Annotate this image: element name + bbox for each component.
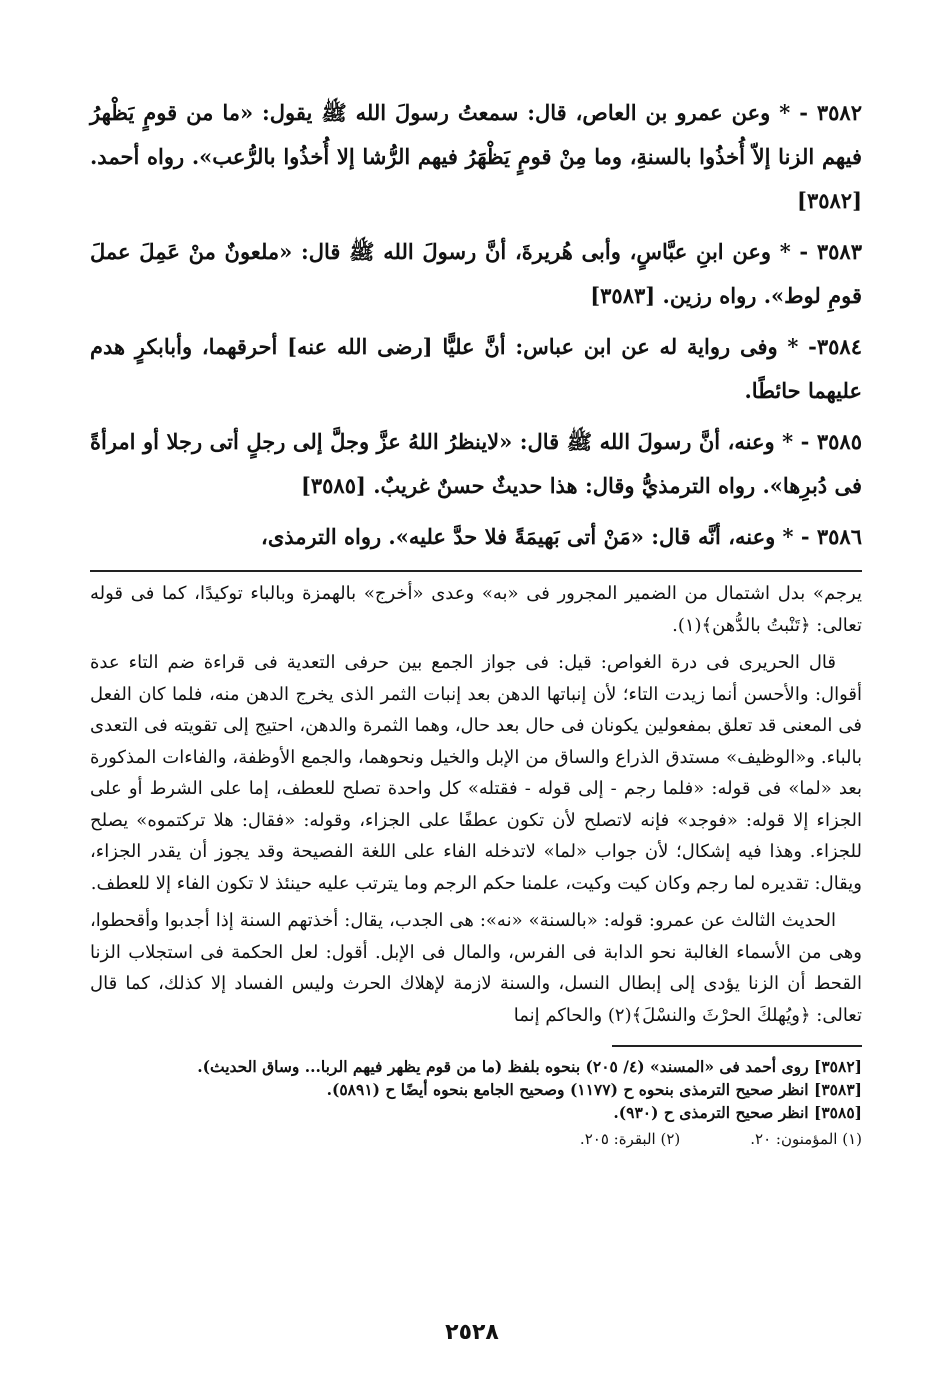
footnote-3582: [٣٥٨٢] روى أحمد فى «المسند» (٤/ ٢٠٥) بنحوه بلفظ (ما من قوم يظهر فيهم الربا... وساق الحديث). xyxy=(197,1057,862,1076)
footnote-3585: [٣٥٨٥] انظر صحيح الترمذى ح (٩٣٠). xyxy=(613,1103,862,1122)
commentary-paragraph: يرجم» بدل اشتمال من الضمير المجرور فى «به» وعدى «أخرج» بالهمزة وبالباء توكيدًا، كما فى قوله تعالى: ﴿تَنْبتُ بالدُّهن﴾(١). xyxy=(90,583,862,636)
footnotes xyxy=(90,1055,862,1124)
hadith-3582: ٣٥٨٢ - * وعن عمرو بن العاص، قال: سمعتُ رسولَ الله ﷺ يقول: «ما من قومٍ يَظْهرُ فيهم الزنا إلاّ أُخذُوا بالسنةِ، وما مِنْ قومٍ يَظْهَرُ فيهم الرُّشا إلا أُخذُوا بالرُّعب». رواه أحمد. [٣٥٨٢] xyxy=(90,100,862,213)
hadith-3584: ٣٥٨٤- * وفى رواية له عن ابن عباس: أنَّ عليًّا [رضى الله عنه] أحرقهما، وأبابكرٍ هدم عليهما حائطًا. xyxy=(90,334,862,403)
hadith-3586: ٣٥٨٦ - * وعنه، أنَّه قال: «مَنْ أتى بَهيمَةً فلا حدَّ عليه». رواه الترمذى، xyxy=(261,524,862,549)
commentary-section xyxy=(90,578,862,1031)
commentary-paragraph: قال الحريرى فى درة الغواص: قيل: فى جواز الجمع بين حرفى التعدية فى قراءة ضم التاء عدة أقوال: والأحسن أنما زيدت التاء؛ لأن إنباتها الدهن بعد إنبات الثمر الذى يخرج الدهن منه، فلما كان الفعل فى المعنى قد تعلق بمفعولين يكونان فى حال بعد حال، وهما الثمرة والدهن، احتيج إلى تقويته فى التعدى بالباء. و«الوظيف» مستدق الذراع والساق من الإبل والخيل ونحوهما، والجمع الأوظفة، والفاءات المذكورة بعد «لما» فى قوله: «فلما رجم - إلى قوله - فقتله» كل واحدة تصلح للعطف، إما على الشرط أو على الجزاء إلا قوله: «فوجد» فإنه لاتصلح لأن تكون عطفًا على الجزاء، وقوله: «فقال: هلا تركتموه» يصلح للجزاء. وهذا فيه إشكال؛ لأن جواب «لما» لاتدخله الفاء على اللغة الفصيحة وقد يجوز أن يقدر الجزاء، ويقال: تقديره لما رجم وكان كيت وكيت، علمنا حكم الرجم وما يترتب عليه حينئذ لا تكون الفاء إلا للعطف. xyxy=(90,652,862,894)
note-2: (٢) البقرة: ٢٠٥. xyxy=(579,1130,681,1148)
footnote-3583: [٣٥٨٣] انظر صحيح الترمذى بنحوه ح (١١٧٧) وصحيح الجامع بنحوه أيضًا ح (٥٨٩١). xyxy=(326,1080,862,1099)
note-1: (١) المؤمنون: ٢٠. xyxy=(750,1130,862,1148)
page-number: ٢٥٢٨ xyxy=(445,1320,499,1345)
hadith-3583: ٣٥٨٣ - * وعن ابنِ عبَّاسٍ، وأبى هُريرةَ، أنَّ رسولَ الله ﷺ قال: «ملعونٌ منْ عَمِلَ عملَ قومِ لوط». رواه رزين. [٣٥٨٣] xyxy=(90,239,862,308)
quran-notes xyxy=(90,1128,862,1150)
footnote-divider xyxy=(612,1045,862,1047)
hadith-section xyxy=(90,88,862,562)
page-body xyxy=(90,88,862,1150)
section-divider xyxy=(90,570,862,572)
hadith-3585: ٣٥٨٥ - * وعنه، أنَّ رسولَ الله ﷺ قال: «لاينظرُ اللهُ عزَّ وجلَّ إلى رجلٍ أتى رجلا أو امرأةً فى دُبرِها». رواه الترمذيُّ وقال: هذا حديثٌ حسنٌ غريبٌ. [٣٥٨٥] xyxy=(90,429,862,498)
commentary-paragraph: الحديث الثالث عن عمرو: قوله: «بالسنة» «نه»: هى الجدب، يقال: أخذتهم السنة إذا أجدبوا وأقحطوا، وهى من الأسماء الغالبة نحو الدابة فى الفرس، والمال فى الإبل. أقول: لعل الحكمة فى استجلاب الزنا القحط أن الزنا يؤدى إلى إبطال النسل، والسنة لازمة لإهلاك الحرث وليس الفساد إلا كذلك، كما قال تعالى: ﴿ويُهلكَ الحرْثَ والنسْلَ﴾(٢) والحاكم إنما xyxy=(90,910,862,1026)
